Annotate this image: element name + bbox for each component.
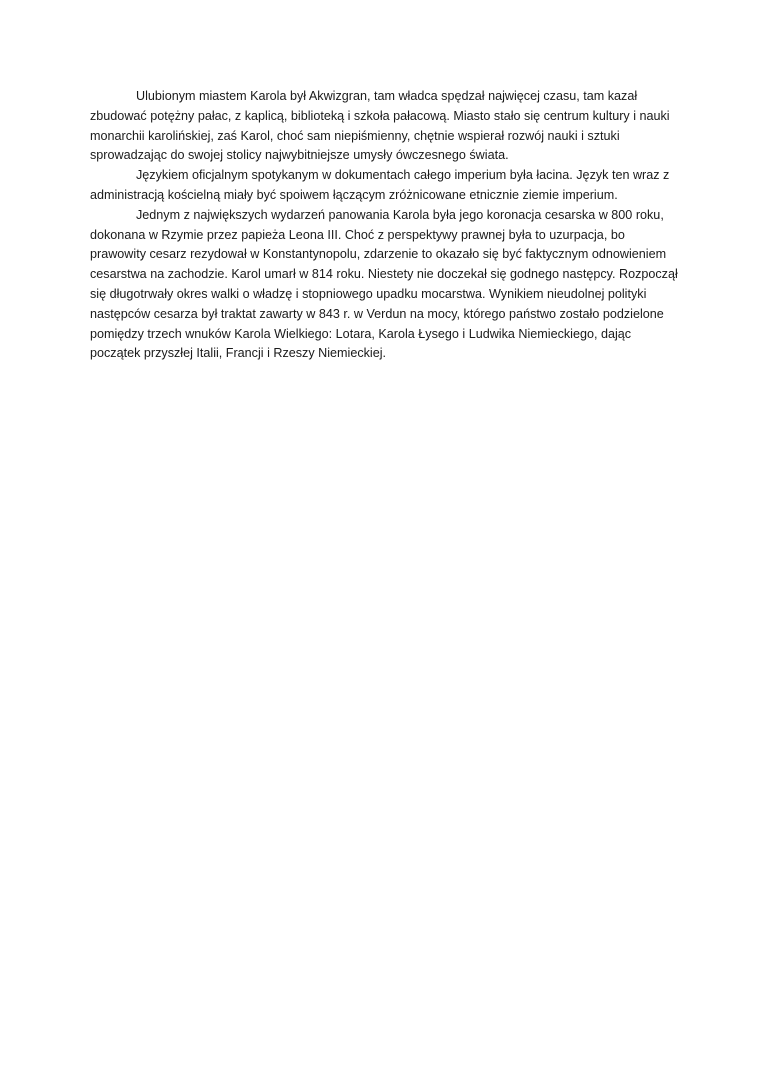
paragraph-language: Językiem oficjalnym spotykanym w dokumentach całego imperium była łacina. Język ten wraz z administracją kościelną miały być spoiwem łączącym zróżnicowane etnicznie ziemie imperium. [90, 168, 670, 202]
document-body [90, 87, 680, 364]
paragraph-akwizgran: Ulubionym miastem Karola był Akwizgran, tam władca spędzał najwięcej czasu, tam kazał zbudować potężny pałac, z kaplicą, biblioteką i szkoła pałacową. Miasto stało się centrum kultury i nauki monarchii karolińskiej, zaś Karol, choć sam niepiśmienny, chętnie wspierał rozwój nauki i sztuki sprowadzając do swojej stolicy najwybitniejsze umysły ówczesnego świata. [90, 89, 670, 163]
paragraph-coronation: Jednym z największych wydarzeń panowania Karola była jego koronacja cesarska w 800 roku, dokonana w Rzymie przez papieża Leona III. Choć z perspektywy prawnej była to uzurpacja, bo prawowity cesarz rezydował w Konstantynopolu, zdarzenie to okazało się być faktycznym odnowieniem cesarstwa na zachodzie. Karol umarł w 814 roku. Niestety nie doczekał się godnego następcy. Rozpoczął się długotrwały okres walki o władzę i stopniowego upadku mocarstwa. Wynikiem nieudolnej polityki następców cesarza był traktat zawarty w 843 r. w Verdun na mocy, którego państwo zostało podzielone pomiędzy trzech wnuków Karola Wielkiego: Lotara, Karola Łysego i Ludwika Niemieckiego, dając początek przyszłej Italii, Francji i Rzeszy Niemieckiej. [90, 207, 678, 361]
